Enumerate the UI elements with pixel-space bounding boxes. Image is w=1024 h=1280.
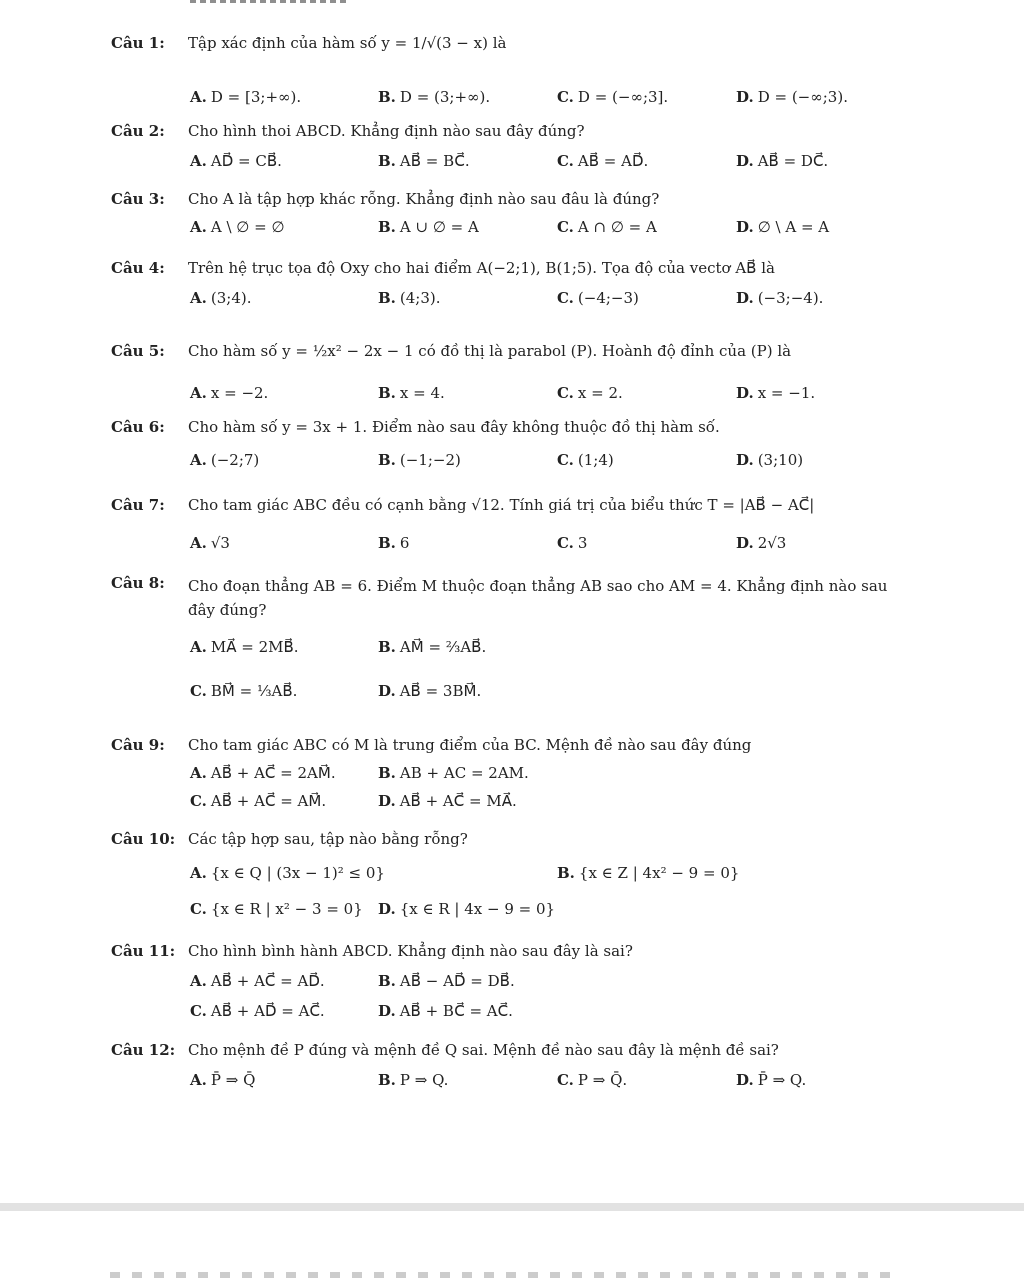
option-b[interactable]: B. (4;3). — [378, 289, 441, 307]
question-number: Câu 5: — [111, 342, 165, 360]
question-text: Cho mệnh đề P đúng và mệnh đề Q sai. Mệnh đề nào sau đây là mệnh đề sai? — [188, 1041, 779, 1059]
option-a[interactable]: A. MA⃗ = 2MB⃗. — [190, 638, 299, 656]
option-d[interactable]: D. AB⃗ = 3BM⃗. — [378, 682, 482, 700]
question-text: Trên hệ trục tọa độ Oxy cho hai điểm A(−2;1), B(1;5). Tọa độ của vectơ AB⃗ là — [188, 259, 775, 277]
option-c[interactable]: C. AB⃗ + AD⃗ = AC⃗. — [190, 1002, 325, 1020]
option-a[interactable]: A. (3;4). — [190, 289, 252, 307]
top-scan-mark — [190, 0, 350, 3]
option-b[interactable]: B. (−1;−2) — [378, 451, 461, 469]
option-c[interactable]: C. (1;4) — [557, 451, 614, 469]
option-b[interactable]: B. AB⃗ = BC⃗. — [378, 152, 470, 170]
question-text: Cho A là tập hợp khác rỗng. Khẳng định nào sau đâu là đúng? — [188, 190, 660, 208]
question-number: Câu 2: — [111, 122, 165, 140]
option-d[interactable]: D. AB⃗ + AC⃗ = MA⃗. — [378, 792, 517, 810]
option-b[interactable]: B. A ∪ ∅ = A — [378, 218, 479, 236]
question-number: Câu 10: — [111, 830, 176, 848]
option-c[interactable]: C. (−4;−3) — [557, 289, 639, 307]
option-d[interactable]: D. (3;10) — [736, 451, 804, 469]
option-a[interactable]: A. (−2;7) — [190, 451, 260, 469]
option-d[interactable]: D. 2√3 — [736, 534, 787, 552]
option-d[interactable]: D. P̄ ⇒ Q. — [736, 1071, 807, 1089]
option-a[interactable]: A. AB⃗ + AC⃗ = 2AM⃗. — [190, 764, 336, 782]
option-b[interactable]: B. AB + AC = 2AM. — [378, 764, 529, 782]
option-a[interactable]: A. P̄ ⇒ Q̄ — [190, 1071, 256, 1089]
question-number: Câu 3: — [111, 190, 165, 208]
question-number: Câu 1: — [111, 34, 165, 52]
option-d[interactable]: D. {x ∈ R | 4x − 9 = 0} — [378, 900, 556, 918]
option-a[interactable]: A. AD⃗ = CB⃗. — [190, 152, 282, 170]
question-number: Câu 6: — [111, 418, 165, 436]
option-d[interactable]: D. AB⃗ = DC⃗. — [736, 152, 829, 170]
option-d[interactable]: D. D = (−∞;3). — [736, 88, 848, 106]
option-c[interactable]: C. D = (−∞;3]. — [557, 88, 669, 106]
option-c[interactable]: C. AB⃗ + AC⃗ = AM⃗. — [190, 792, 327, 810]
option-b[interactable]: B. 6 — [378, 534, 410, 552]
question-number: Câu 11: — [111, 942, 176, 960]
option-c[interactable]: C. {x ∈ R | x² − 3 = 0} — [190, 900, 363, 918]
bottom-scan-mark — [110, 1272, 890, 1278]
question-text: Cho hàm số y = 3x + 1. Điểm nào sau đây không thuộc đồ thị hàm số. — [188, 418, 720, 436]
question-number: Câu 4: — [111, 259, 165, 277]
option-d[interactable]: D. AB⃗ + BC⃗ = AC⃗. — [378, 1002, 513, 1020]
question-text: Cho hình bình hành ABCD. Khẳng định nào sau đây là sai? — [188, 942, 633, 960]
option-c[interactable]: C. x = 2. — [557, 384, 623, 402]
question-number: Câu 12: — [111, 1041, 176, 1059]
option-b[interactable]: B. P ⇒ Q. — [378, 1071, 449, 1089]
question-text: Cho đoạn thẳng AB = 6. Điểm M thuộc đoạn thẳng AB sao cho AM = 4. Khẳng định nào sau đây đúng? — [188, 577, 888, 619]
question-number: Câu 7: — [111, 496, 165, 514]
option-a[interactable]: A. A \ ∅ = ∅ — [190, 218, 285, 236]
question-text: Các tập hợp sau, tập nào bằng rỗng? — [188, 830, 468, 848]
option-a[interactable]: A. √3 — [190, 534, 230, 552]
option-c[interactable]: C. AB⃗ = AD⃗. — [557, 152, 649, 170]
question-number: Câu 8: — [111, 574, 165, 592]
option-a[interactable]: A. AB⃗ + AC⃗ = AD⃗. — [190, 972, 325, 990]
option-b[interactable]: B. {x ∈ Z | 4x² − 9 = 0} — [557, 864, 740, 882]
question-text: Cho tam giác ABC đều có cạnh bằng √12. Tính giá trị của biểu thức T = |AB⃗ − AC⃗| — [188, 496, 815, 514]
option-c[interactable]: C. 3 — [557, 534, 588, 552]
option-b[interactable]: B. x = 4. — [378, 384, 445, 402]
page-separator — [0, 1203, 1024, 1211]
option-d[interactable]: D. (−3;−4). — [736, 289, 824, 307]
option-c[interactable]: C. A ∩ ∅ = A — [557, 218, 657, 236]
option-a[interactable]: A. {x ∈ Q | (3x − 1)² ≤ 0} — [190, 864, 385, 882]
question-text: Tập xác định của hàm số y = 1/√(3 − x) là — [188, 34, 507, 52]
option-b[interactable]: B. D = (3;+∞). — [378, 88, 491, 106]
option-c[interactable]: C. BM⃗ = ⅓AB⃗. — [190, 682, 298, 700]
option-b[interactable]: B. AM⃗ = ⅔AB⃗. — [378, 638, 487, 656]
question-text: Cho hàm số y = ½x² − 2x − 1 có đồ thị là parabol (P). Hoành độ đỉnh của (P) là — [188, 342, 792, 360]
option-a[interactable]: A. D = [3;+∞). — [190, 88, 302, 106]
option-c[interactable]: C. P ⇒ Q̄. — [557, 1071, 628, 1089]
question-text: Cho tam giác ABC có M là trung điểm của BC. Mệnh đề nào sau đây đúng — [188, 736, 752, 754]
option-d[interactable]: D. x = −1. — [736, 384, 816, 402]
question-number: Câu 9: — [111, 736, 165, 754]
option-d[interactable]: D. ∅ \ A = A — [736, 218, 830, 236]
option-a[interactable]: A. x = −2. — [190, 384, 269, 402]
option-b[interactable]: B. AB⃗ − AD⃗ = DB⃗. — [378, 972, 515, 990]
question-text: Cho hình thoi ABCD. Khẳng định nào sau đây đúng? — [188, 122, 585, 140]
